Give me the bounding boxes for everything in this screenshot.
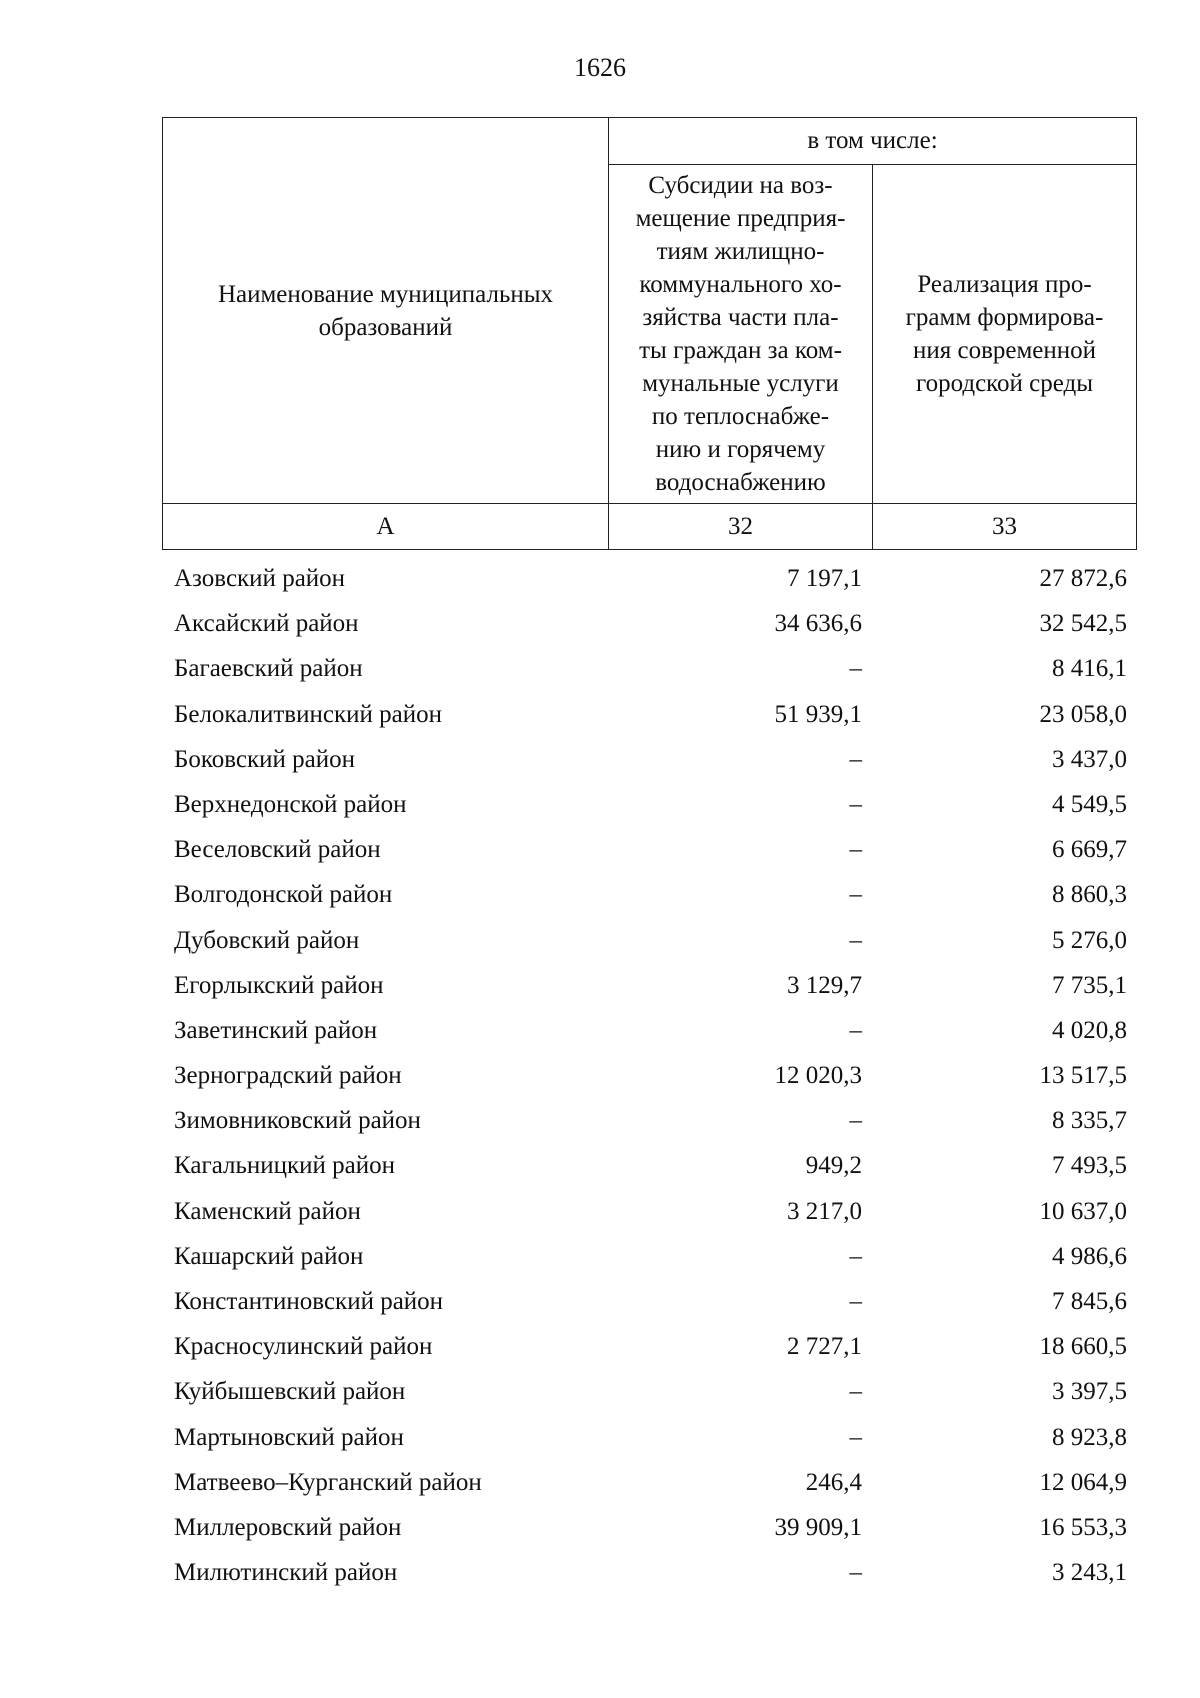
row-name: Константиновский район (174, 1288, 444, 1315)
row-name: Дубовский район (174, 926, 360, 954)
header-group: в том числе: (609, 118, 1137, 165)
table-row (162, 1053, 1137, 1098)
row-value-33: 4 549,5 (1052, 790, 1127, 818)
row-name: Мартыновский район (174, 1423, 404, 1451)
table-row (162, 601, 1137, 646)
row-name: Аксайский район (174, 610, 359, 638)
row-value-32: 39 909,1 (774, 1513, 862, 1541)
table-row (162, 1324, 1137, 1369)
row-value-32: 246,4 (805, 1468, 862, 1496)
row-value-32: 3 129,7 (787, 971, 862, 999)
row-value-32: – (849, 745, 862, 773)
table-row (162, 963, 1137, 1008)
row-value-33: 7 845,6 (1052, 1288, 1127, 1315)
header-col-33 (873, 165, 1137, 504)
header-name-label: Наименование муниципальных образований (217, 280, 554, 341)
row-value-33: 13 517,5 (1039, 1062, 1127, 1090)
table-row (162, 1505, 1137, 1550)
row-name: Зимовниковский район (174, 1107, 421, 1135)
row-value-32: – (849, 1559, 862, 1587)
row-value-33: 5 276,0 (1052, 926, 1127, 954)
header-col-33-label: Реализация про- грамм формирова- ния современной городской среды (905, 271, 1104, 397)
table-row (162, 1189, 1137, 1234)
row-value-33: 4 020,8 (1052, 1016, 1127, 1044)
row-name: Миллеровский район (174, 1513, 402, 1541)
page-number: 1626 (574, 53, 626, 82)
row-value-32: 2 727,1 (787, 1333, 862, 1361)
table-row (162, 692, 1137, 737)
table-row (162, 737, 1137, 782)
row-name: Волгодонской район (174, 881, 393, 909)
row-value-32: – (849, 836, 862, 864)
row-value-33: 12 064,9 (1039, 1468, 1127, 1496)
table-header (162, 117, 1137, 550)
row-name: Кашарский район (174, 1242, 364, 1270)
row-name: Верхнедонской район (174, 790, 407, 818)
row-value-32: 949,2 (805, 1152, 862, 1180)
table-row (162, 1279, 1137, 1324)
header-col-32-label: Субсидии на воз- мещение предприя- тиям жилищно- коммунального хо- зяйства части пла- ты граждан за ком- мунальные услуги по теплоснабже- нию и горячему водоснабжению (635, 172, 846, 496)
row-name: Заветинский район (174, 1016, 378, 1044)
row-value-32: – (849, 1242, 862, 1270)
row-value-32: 34 636,6 (774, 610, 862, 638)
row-name: Белокалитвинский район (174, 700, 442, 728)
table-row (162, 1550, 1137, 1595)
table-body (162, 556, 1137, 1595)
row-value-32: – (849, 1288, 862, 1315)
col-number-33: 33 (873, 504, 1137, 550)
row-value-32: 7 197,1 (787, 565, 862, 592)
row-name: Милютинский район (174, 1559, 398, 1587)
row-name: Матвеево–Курганский район (174, 1468, 482, 1496)
row-value-32: – (849, 1423, 862, 1451)
row-value-33: 8 416,1 (1052, 655, 1127, 683)
table-row (162, 556, 1137, 601)
table-row (162, 918, 1137, 963)
row-value-33: 3 397,5 (1052, 1378, 1127, 1406)
row-value-32: 3 217,0 (787, 1197, 862, 1225)
row-value-33: 3 243,1 (1052, 1559, 1127, 1587)
table-row (162, 827, 1137, 872)
table-row (162, 1098, 1137, 1143)
row-value-33: 18 660,5 (1039, 1333, 1127, 1361)
row-value-32: 12 020,3 (774, 1062, 862, 1090)
row-value-33: 6 669,7 (1052, 836, 1127, 864)
table-row (162, 872, 1137, 917)
row-value-33: 16 553,3 (1039, 1513, 1127, 1541)
row-value-32: – (849, 655, 862, 683)
row-value-32: – (849, 926, 862, 954)
row-value-33: 32 542,5 (1039, 610, 1127, 638)
row-value-33: 7 735,1 (1052, 971, 1127, 999)
table-row (162, 1460, 1137, 1505)
table-row (162, 1143, 1137, 1188)
row-name: Каменский район (174, 1197, 361, 1225)
header-name-column (163, 118, 609, 504)
row-value-32: 51 939,1 (774, 700, 862, 728)
row-value-33: 3 437,0 (1052, 745, 1127, 773)
row-value-33: 7 493,5 (1052, 1152, 1127, 1180)
row-name: Зерноградский район (174, 1062, 402, 1090)
row-value-32: – (849, 881, 862, 909)
col-number-32: 32 (609, 504, 873, 550)
row-value-33: 23 058,0 (1039, 700, 1127, 728)
row-name: Куйбышевский район (174, 1378, 406, 1406)
table-row (162, 782, 1137, 827)
row-name: Азовский район (174, 565, 346, 592)
header-col-32 (609, 165, 873, 504)
row-name: Веселовский район (174, 836, 381, 864)
table-row (162, 1008, 1137, 1053)
row-name: Багаевский район (174, 655, 363, 683)
row-value-33: 8 923,8 (1052, 1423, 1127, 1451)
row-value-32: – (849, 1378, 862, 1406)
row-value-32: – (849, 790, 862, 818)
row-name: Красносулинский район (174, 1333, 433, 1361)
table-row (162, 1415, 1137, 1460)
table-row (162, 1369, 1137, 1414)
table-row (162, 646, 1137, 691)
col-number-a: А (163, 504, 609, 550)
row-name: Егорлыкский район (174, 971, 384, 999)
row-value-33: 4 986,6 (1052, 1242, 1127, 1270)
row-value-33: 10 637,0 (1039, 1197, 1127, 1225)
row-value-33: 8 335,7 (1052, 1107, 1127, 1135)
table-row (162, 1234, 1137, 1279)
row-name: Боковский район (174, 745, 355, 773)
row-name: Кагальницкий район (174, 1152, 396, 1180)
row-value-33: 27 872,6 (1039, 565, 1127, 592)
row-value-32: – (849, 1107, 862, 1135)
row-value-33: 8 860,3 (1052, 881, 1127, 909)
row-value-32: – (849, 1016, 862, 1044)
